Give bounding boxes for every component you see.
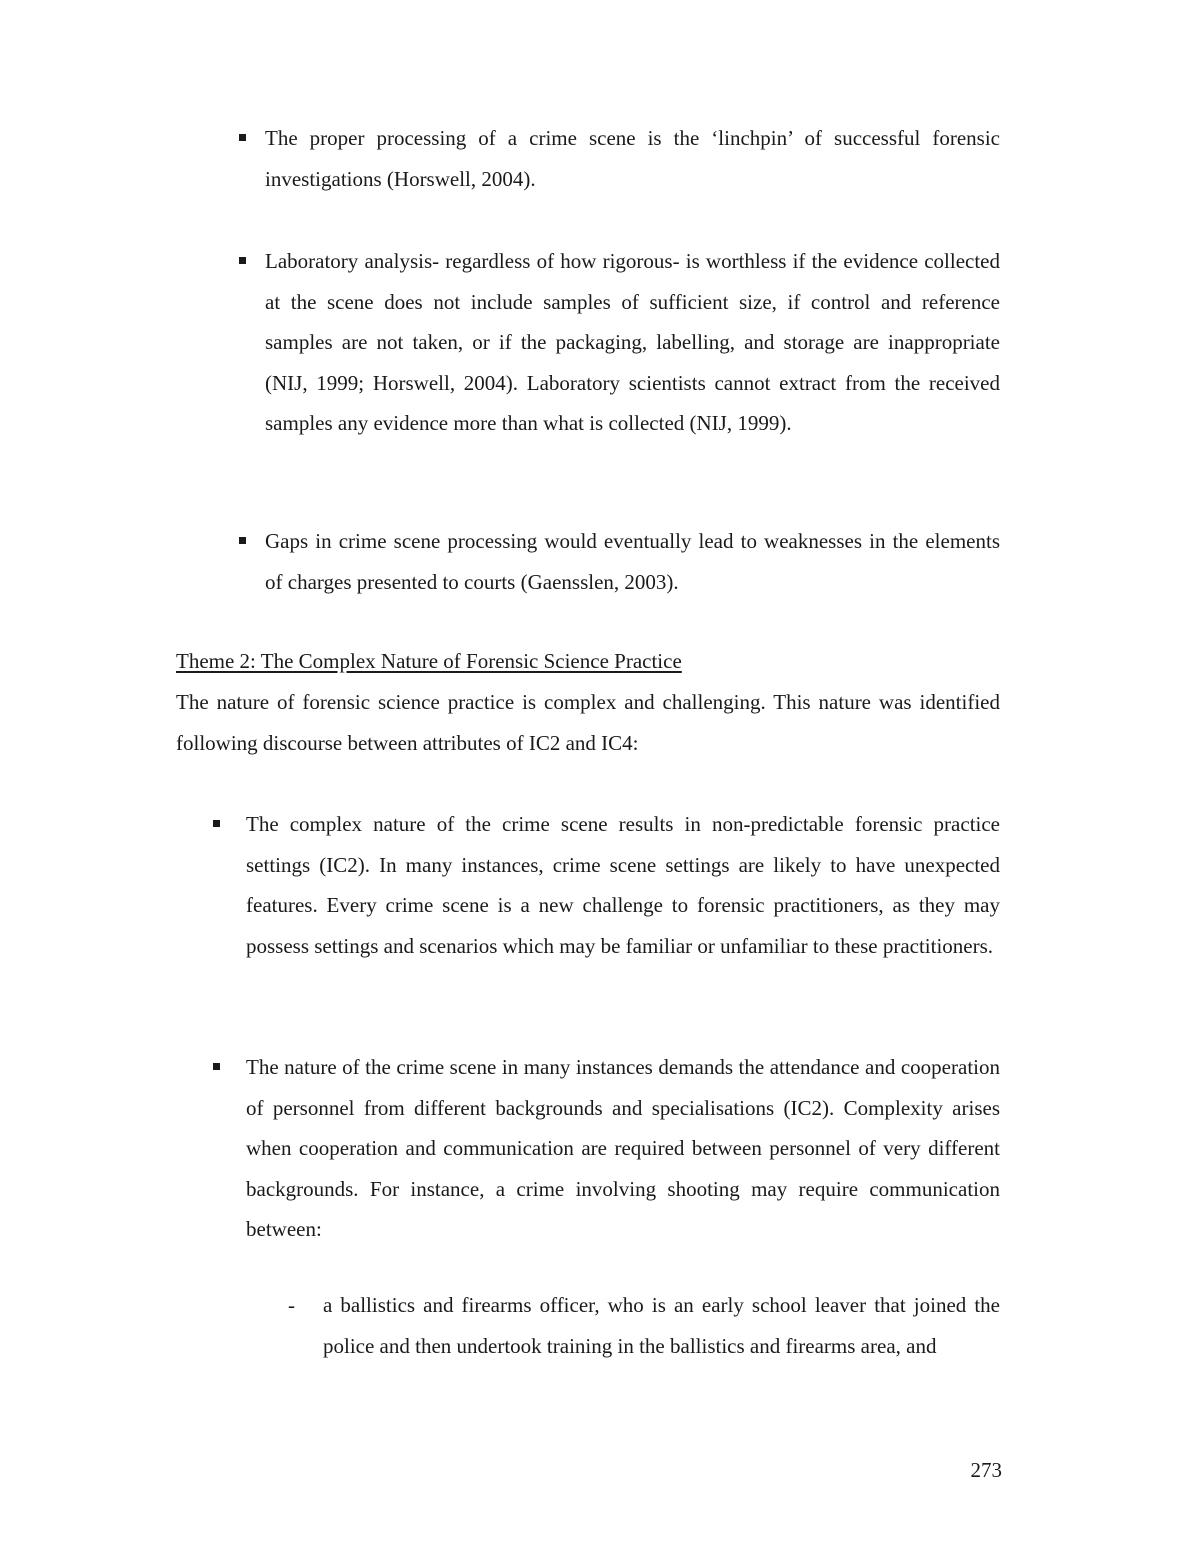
bullet-marker	[239, 257, 246, 264]
page-number: 273	[970, 1458, 1002, 1482]
theme-2-heading: Theme 2: The Complex Nature of Forensic Science Practice	[176, 649, 682, 673]
bullet-marker	[239, 134, 246, 141]
bullet-item-cooperation: The nature of the crime scene in many instances demands the attendance and cooperation of personnel from different backgrounds and specialisations (IC2). Complexity arises when cooperation and communication are required between personnel of very different backgrounds. For instance, a crime involving shooting may require communication between:	[246, 1055, 1000, 1241]
bullet-item-laboratory-analysis: Laboratory analysis- regardless of how rigorous- is worthless if the evidence collected at the scene does not include samples of sufficient size, if control and reference samples are not taken, or if the packaging, labelling, and storage are inappropriate (NIJ, 1999; Horswell, 2004). Laboratory scientists cannot extract from the received samples any evidence more than what is collected (NIJ, 1999).	[265, 249, 1000, 435]
bullet-marker	[213, 1063, 220, 1070]
bullet-item-linchpin: The proper processing of a crime scene is the ‘linchpin’ of successful forensic investigations (Horswell, 2004).	[265, 126, 1000, 191]
dash-marker: -	[288, 1293, 295, 1317]
sub-item-ballistics-officer: a ballistics and firearms officer, who is an early school leaver that joined the police and then undertook training in the ballistics and firearms area, and	[323, 1293, 1000, 1358]
bullet-marker	[213, 820, 220, 827]
theme-2-intro: The nature of forensic science practice is complex and challenging. This nature was identified following discourse between attributes of IC2 and IC4:	[176, 690, 1000, 755]
bullet-item-complex-nature: The complex nature of the crime scene results in non-predictable forensic practice settings (IC2). In many instances, crime scene settings are likely to have unexpected features. Every crime scene is a new challenge to forensic practitioners, as they may possess settings and scenarios which may be familiar or unfamiliar to these practitioners.	[246, 812, 1000, 958]
bullet-marker	[239, 537, 246, 544]
bullet-item-gaps: Gaps in crime scene processing would eventually lead to weaknesses in the elements of charges presented to courts (Gaensslen, 2003).	[265, 529, 1000, 594]
